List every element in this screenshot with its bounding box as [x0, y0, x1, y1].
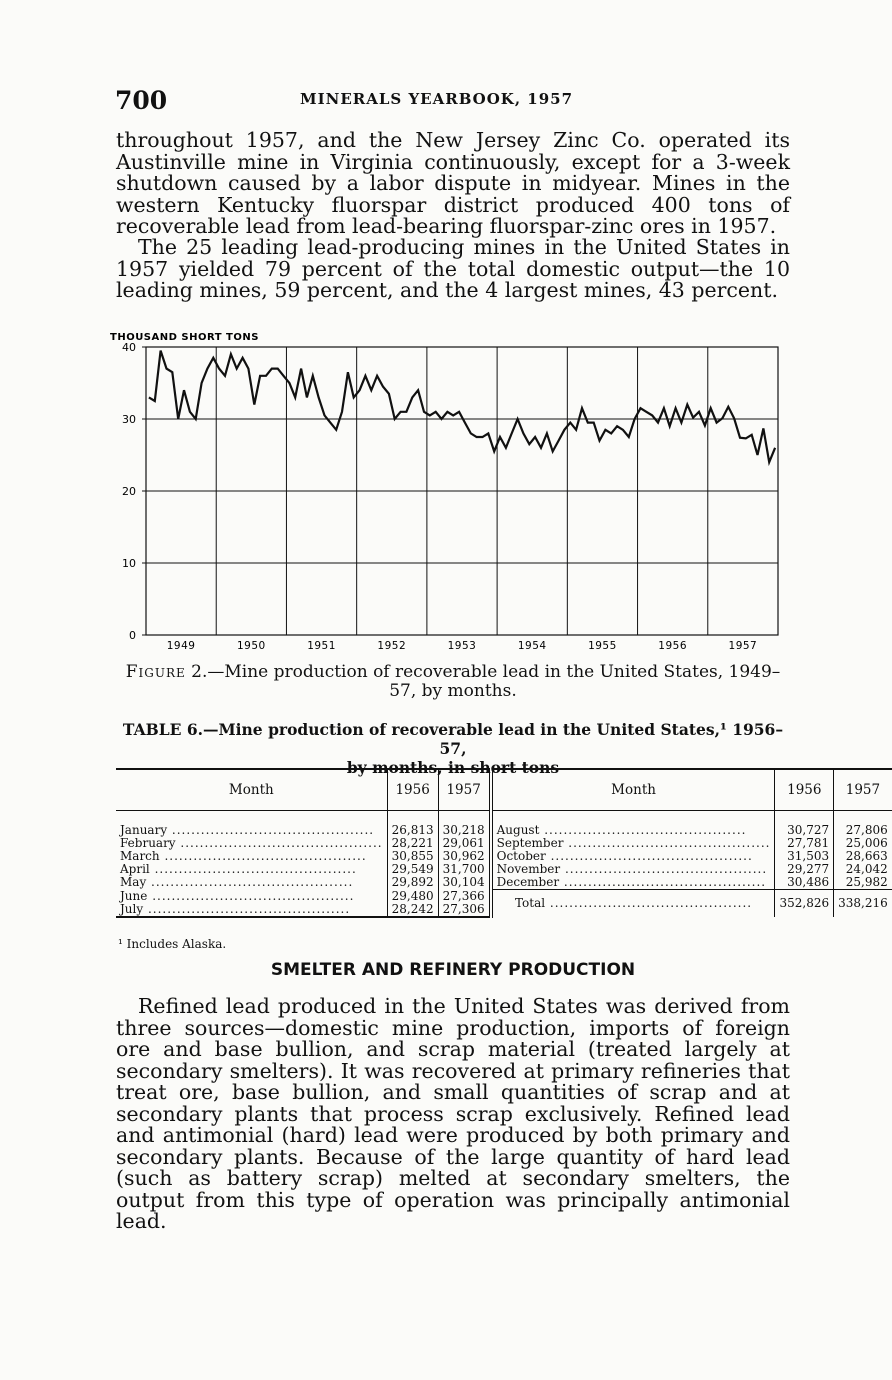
value-1957: 30,104 — [438, 876, 491, 890]
y-tick-label: 20 — [122, 485, 136, 498]
month-label: July ..... — [120, 902, 350, 916]
value-1956: 29,549 — [387, 863, 438, 876]
total-label: Total ..... — [515, 896, 752, 910]
x-tick-label: 1952 — [377, 640, 407, 652]
production-chart — [110, 326, 790, 656]
x-tick-label: 1954 — [517, 640, 547, 652]
month-label: August ..... — [497, 823, 747, 837]
series-line — [149, 351, 775, 463]
value-1957: 31,700 — [438, 863, 491, 876]
paragraph-1: throughout 1957, and the New Jersey Zinc Co. operated its Austinville mine in Virginia continuously, except for a 3-week shutdown caused by a labor dispute in midyear. Mines in the western Kentucky fluorspar district produced 400 tons of recoverable lead from lead-bearing fluorspar-zinc ores in 1957. — [116, 128, 790, 238]
value-1956: 28,221 — [387, 837, 438, 850]
month-label: October ..... — [497, 849, 753, 863]
header-month-right: Month — [491, 769, 775, 811]
running-head: MINERALS YEARBOOK, 1957 — [300, 90, 574, 108]
paragraph-2: The 25 leading lead-producing mines in the United States in 1957 yielded 79 percent of the total domestic output—the 10 leading mines, 59 percent, and the 4 largest mines, 43 percent. — [116, 235, 790, 302]
header-1957-right: 1957 — [834, 769, 892, 811]
y-axis-label: THOUSAND SHORT TONS — [110, 332, 259, 343]
value-1956: 26,813 — [387, 824, 438, 837]
header-month-left: Month — [116, 769, 387, 811]
value-1956: 28,242 — [387, 903, 438, 917]
figure-caption — [116, 663, 790, 701]
table-row — [116, 876, 892, 890]
value-1956: 29,892 — [387, 876, 438, 890]
value-1956: 29,480 — [387, 890, 438, 903]
month-label: June ..... — [120, 889, 354, 903]
section-heading: SMELTER AND REFINERY PRODUCTION — [270, 960, 636, 980]
value-1957: 24,042 — [845, 862, 888, 876]
x-tick-label: 1955 — [588, 640, 617, 652]
value-1956: 31,503 — [775, 850, 834, 863]
value-1957: 27,306 — [438, 903, 491, 917]
production-table — [116, 768, 892, 918]
value-1956: 30,727 — [775, 824, 834, 837]
paragraph-3: Refined lead produced in the United States was derived from three sources—domestic mine production, imports of foreign ore and base bullion, and scrap material (treated largely at secondary smelters). It was recovered at primary refineries that treat ore, base bullion, and small quantities of scrap and at secondary plants that process scrap exclusively. Refined lead and antimonial (hard) lead were produced by both primary and secondary plants. Because of the large quantity of hard lead (such as battery scrap) melted at secondary smelters, the output from this type of operation was principally antimonial lead. — [116, 994, 790, 1233]
table-footnote: ¹ Includes Alaska. — [118, 937, 227, 951]
y-tick-label: 30 — [122, 413, 136, 426]
month-label: May ..... — [120, 875, 353, 889]
y-tick-label: 10 — [122, 557, 136, 570]
month-label: April ..... — [120, 862, 357, 876]
month-label: January ..... — [120, 823, 374, 837]
header-1956-left: 1956 — [387, 769, 438, 811]
x-tick-label: 1951 — [307, 640, 336, 652]
month-label: March ..... — [120, 849, 367, 863]
figure-caption-label: Figure — [125, 662, 186, 682]
value-1957: 25,006 — [845, 836, 888, 850]
figure-caption-text: 2.—Mine production of recoverable lead in the United States, 1949–57, by months. — [191, 662, 781, 701]
page-number: 700 — [115, 86, 168, 115]
value-1957: 27,366 — [438, 890, 491, 903]
value-1957: 27,806 — [845, 823, 888, 837]
month-label: February ..... — [120, 836, 383, 850]
header-1957-left: 1957 — [438, 769, 491, 811]
value-1957: 25,982 — [845, 875, 888, 889]
x-tick-label: 1953 — [447, 640, 477, 652]
month-label: September ..... — [497, 836, 771, 850]
x-tick-label: 1957 — [728, 640, 758, 652]
value-1956: 30,855 — [387, 850, 438, 863]
value-1956: 29,277 — [775, 863, 834, 876]
month-label: December ..... — [497, 875, 766, 889]
x-tick-label: 1956 — [658, 640, 688, 652]
x-tick-label: 1949 — [166, 640, 196, 652]
header-1956-right: 1956 — [775, 769, 834, 811]
total-1957: 338,216 — [834, 890, 892, 917]
value-1957: 30,962 — [438, 850, 491, 863]
value-1957: 29,061 — [438, 837, 491, 850]
value-1956: 27,781 — [775, 837, 834, 850]
y-tick-label: 0 — [129, 629, 136, 642]
total-1956: 352,826 — [775, 890, 834, 917]
y-tick-label: 40 — [122, 341, 136, 354]
x-tick-label: 1950 — [236, 640, 266, 652]
chart-svg — [110, 326, 790, 656]
table-title-line2: by months, in short tons — [346, 758, 560, 777]
value-1957: 28,663 — [845, 849, 888, 863]
value-1957: 30,218 — [438, 824, 491, 837]
table-title-line1: TABLE 6.—Mine production of recoverable lead in the United States,¹ 1956–57, — [122, 720, 784, 758]
value-1956: 30,486 — [775, 876, 834, 890]
month-label: November ..... — [497, 862, 768, 876]
